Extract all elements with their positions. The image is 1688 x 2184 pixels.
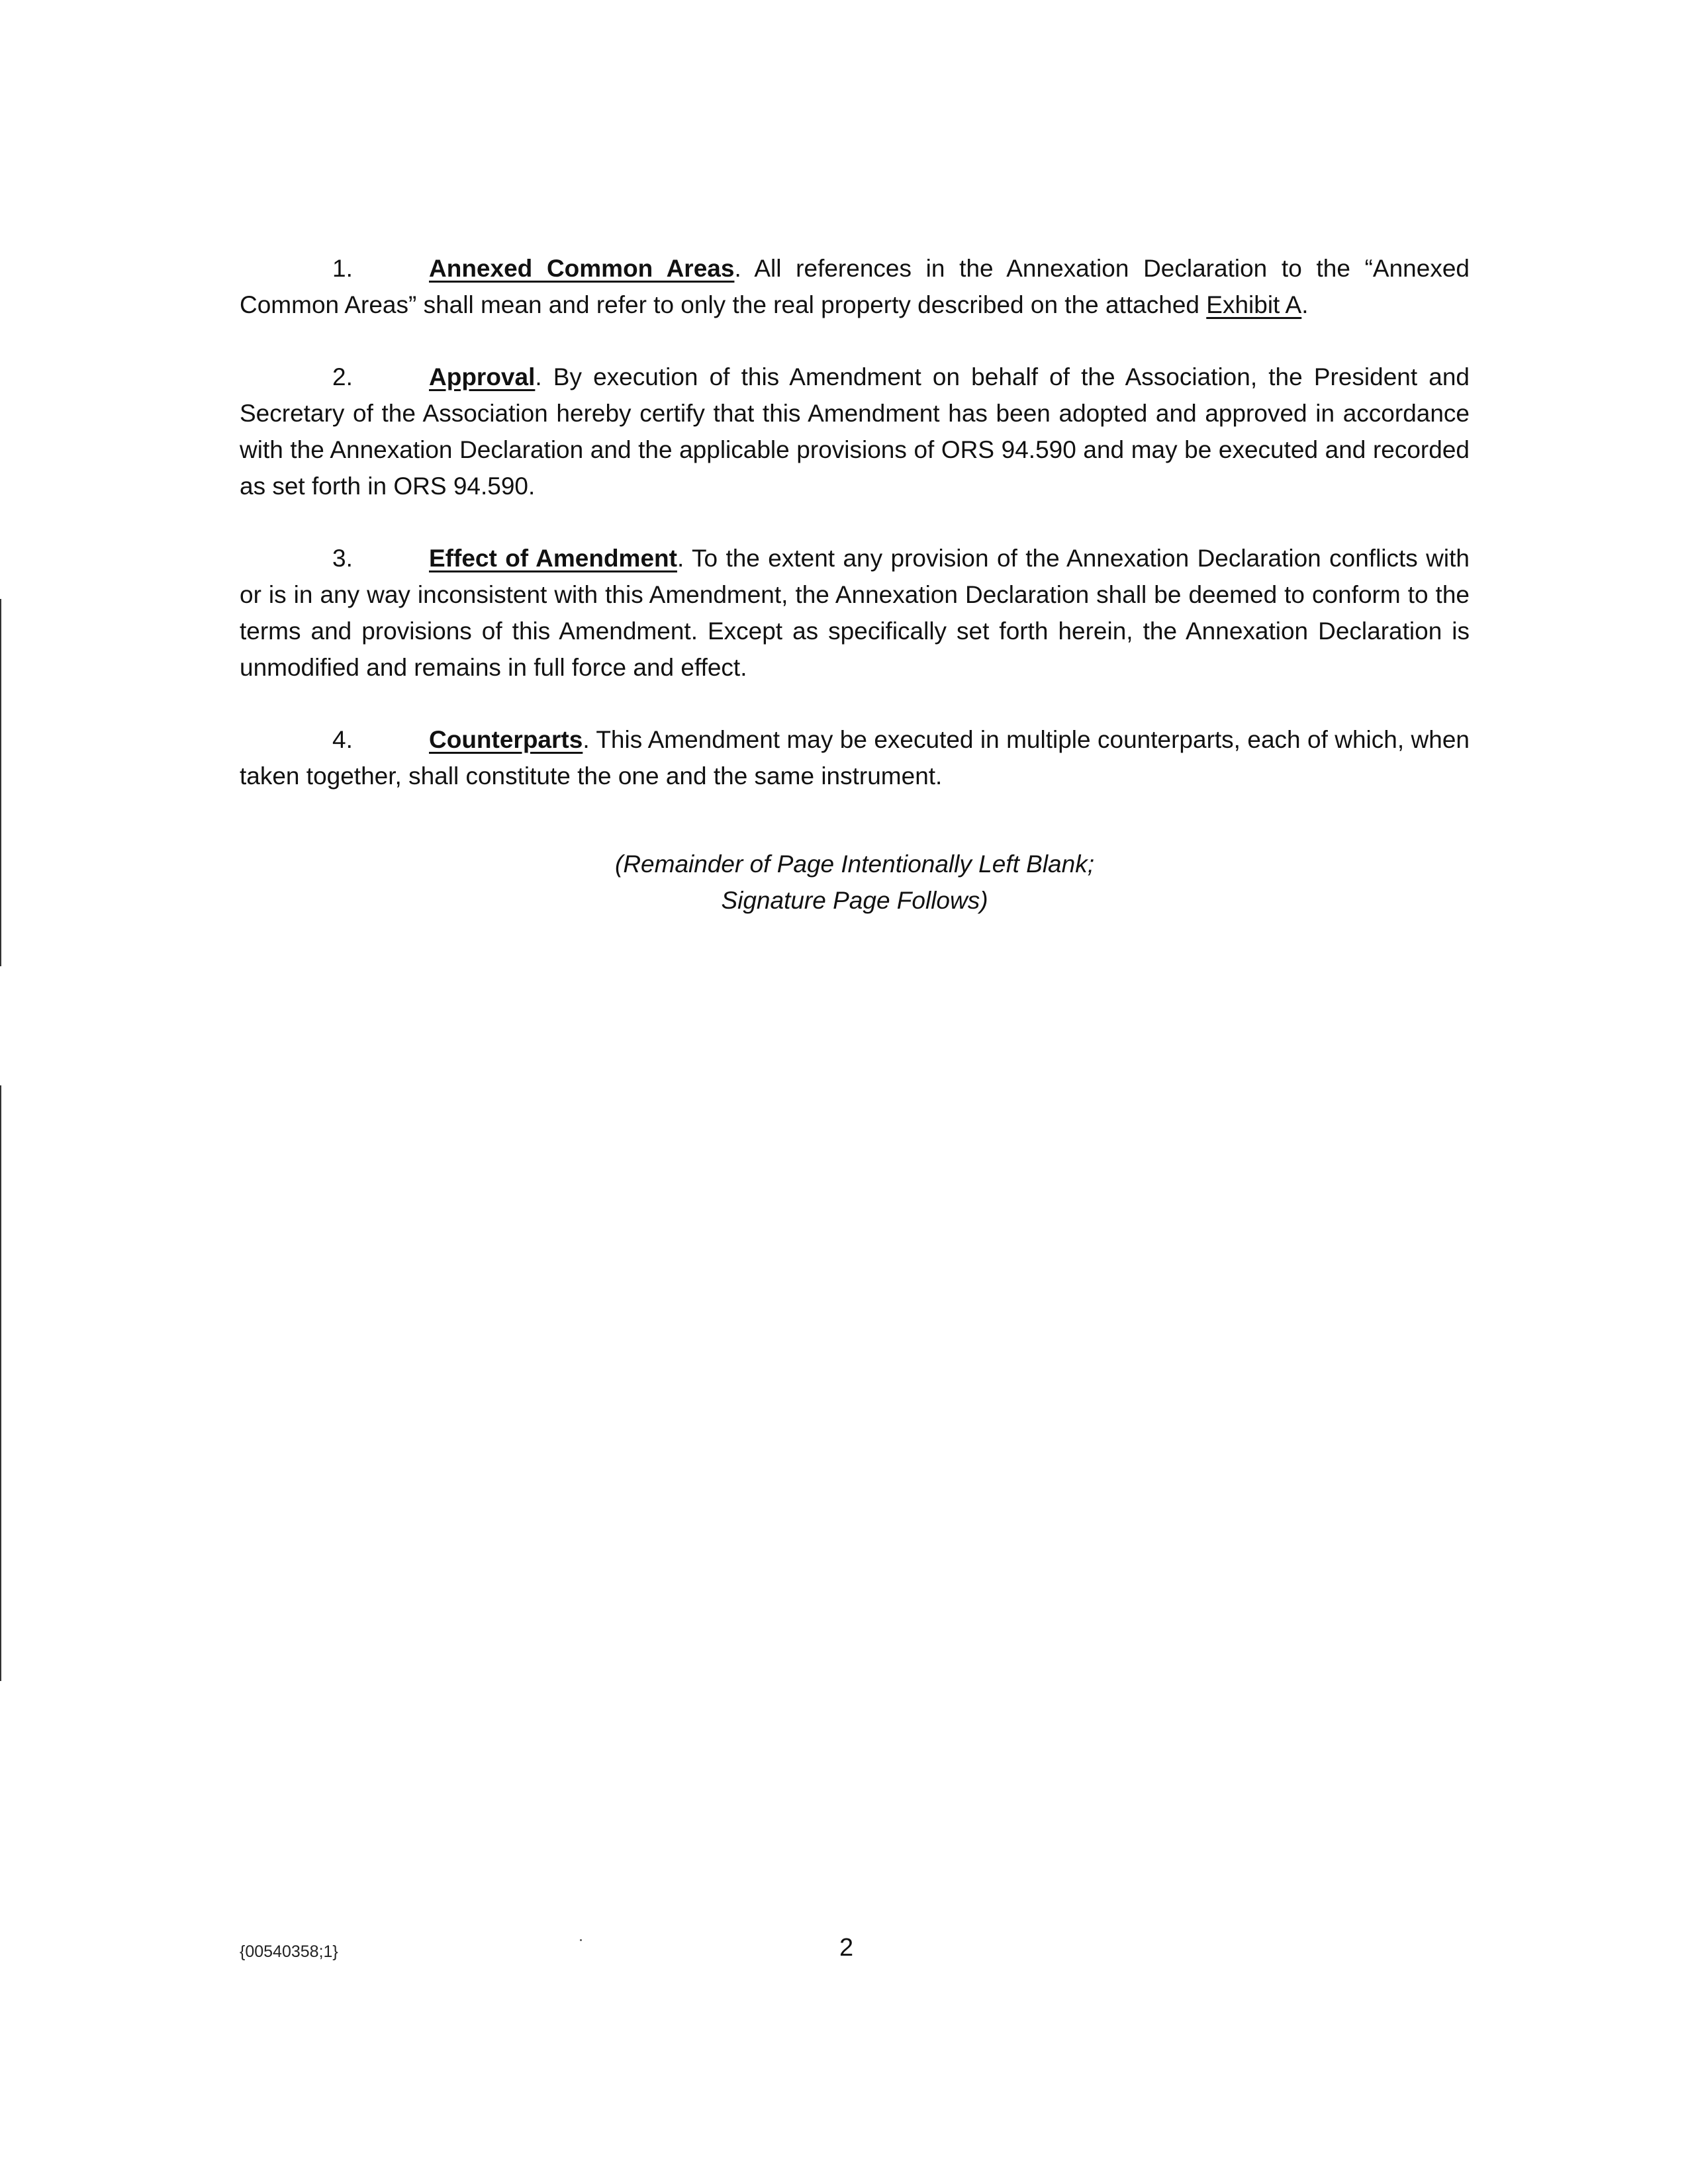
paragraph-text: . All references in the Annexation Declaration to the “Annexed Common Areas” shall mean and refer to only the real property described on the attached [240, 255, 1470, 318]
paragraph-number: 4. [332, 726, 353, 753]
paragraph-approval [240, 359, 1470, 504]
paragraph-number: 1. [332, 255, 353, 282]
paragraph-text: . This Amendment may be executed in multiple counterparts, each of which, when taken together, shall constitute the one and the same instrument. [240, 726, 1470, 790]
paragraph-number: 3. [332, 545, 353, 572]
paragraph-heading: Counterparts [429, 726, 583, 753]
closing-line-2: Signature Page Follows) [721, 887, 988, 914]
page-number: 2 [839, 1934, 854, 1962]
paragraph-heading: Annexed Common Areas [429, 255, 735, 282]
remainder-blank-notice [240, 846, 1470, 919]
scan-edge-mark [0, 599, 1, 966]
closing-line-1: (Remainder of Page Intentionally Left Blank; [615, 850, 1094, 878]
paragraph-heading: Effect of Amendment [429, 545, 677, 572]
paragraph-annexed-common-areas [240, 250, 1470, 323]
paragraph-text: . To the extent any provision of the Annexation Declaration conflicts with or is in any way inconsistent with this Amendment, the Annexation Declaration shall be deemed to conform to the terms and provisions of this Amendment. Except as specifically set forth herein, the Annexation Declaration is unmodified and remains in full force and effect. [240, 545, 1470, 681]
paragraph-counterparts [240, 721, 1470, 794]
paragraph-text: . By execution of this Amendment on behalf of the Association, the President and Secretary of the Association hereby certify that this Amendment has been adopted and approved in accordance with the Annexation Declaration and the applicable provisions of ORS 94.590 and may be executed and recorded as set forth in ORS 94.590. [240, 363, 1470, 500]
scan-speck [580, 1939, 582, 1941]
paragraph-effect-of-amendment [240, 540, 1470, 686]
scan-edge-mark [0, 1085, 1, 1681]
exhibit-a-reference: Exhibit A [1206, 291, 1302, 318]
paragraph-number: 2. [332, 363, 353, 390]
paragraph-heading: Approval [429, 363, 536, 390]
document-id: {00540358;1} [240, 1942, 338, 1961]
document-body [240, 250, 1470, 830]
paragraph-text-end: . [1301, 291, 1309, 318]
